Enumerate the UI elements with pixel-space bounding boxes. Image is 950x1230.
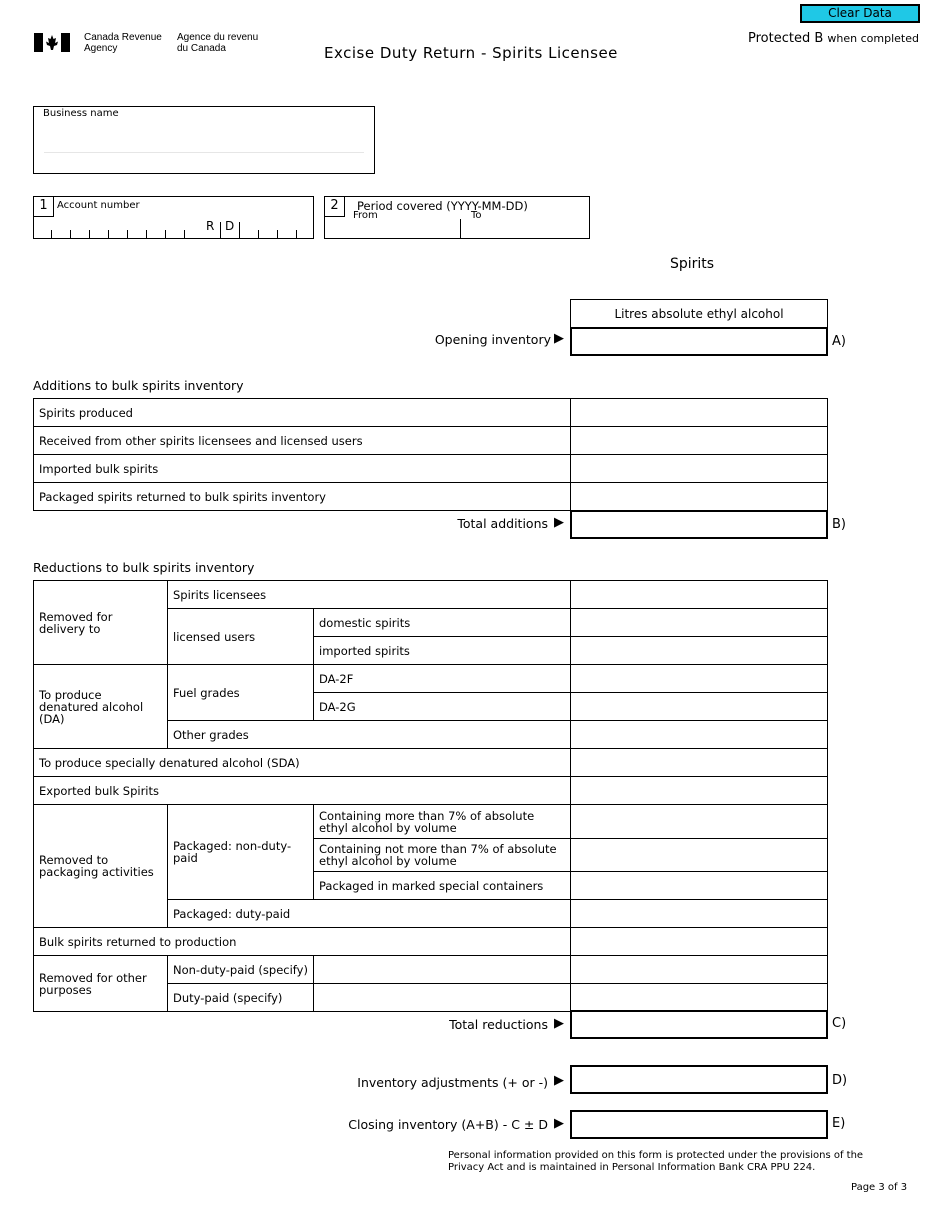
other-grades-label: Other grades [168,721,571,749]
additions-table [33,398,828,511]
agency-en-line2: Agency [84,43,118,54]
da2g-input[interactable] [571,693,828,721]
field-number-2: 2 [325,197,345,217]
account-number-label: Account number [57,200,140,211]
imported-spirits-label: imported spirits [314,637,571,665]
period-covered-box [324,196,590,239]
arrow-right-icon: ▶ [554,1016,564,1031]
arrow-right-icon: ▶ [554,515,564,530]
duty-paid-spec-input[interactable] [314,984,571,1012]
business-name-label: Business name [43,108,119,119]
protected-suffix: when completed [827,32,919,45]
protected-label [748,31,919,46]
total-additions-input[interactable] [570,510,828,539]
account-r: R [206,219,215,233]
period-from-label: From [353,210,378,221]
duty-paid-pkg-label: Packaged: duty-paid [168,900,571,928]
non-duty-paid-spec-input[interactable] [314,956,571,984]
clear-data-button[interactable]: Clear Data [800,4,920,23]
period-from-input[interactable] [325,219,461,238]
protected-b: Protected B [748,31,824,46]
marked-label: Packaged in marked special containers [314,872,571,900]
page-number: Page 3 of 3 [851,1182,908,1193]
more-7-label: Containing more than 7% of absolute ethyl alcohol by volume [314,805,571,839]
period-covered-label: Period covered (YYYY-MM-DD) [357,199,528,213]
removed-delivery-label: Removed for delivery to [34,581,168,665]
reductions-heading: Reductions to bulk spirits inventory [33,560,255,575]
imported-spirits-input[interactable] [571,637,828,665]
more-7-input[interactable] [571,805,828,839]
addition-returned-input[interactable] [571,483,828,511]
not-more-7-label: Containing not more than 7% of absolute ethyl alcohol by volume [314,839,571,872]
other-grades-input[interactable] [571,721,828,749]
agency-name-fr [177,32,258,54]
domestic-spirits-input[interactable] [571,609,828,637]
fuel-grades-label: Fuel grades [168,665,314,721]
duty-paid-amount-input[interactable] [571,984,828,1012]
da2f-input[interactable] [571,665,828,693]
field-number-1: 1 [34,197,54,217]
spirits-licensees-label: Spirits licensees [168,581,571,609]
arrow-right-icon: ▶ [554,331,564,346]
denatured-label: To produce denatured alcohol (DA) [34,665,168,749]
line-e-label: E) [832,1116,846,1131]
other-purposes-label: Removed for other purposes [34,956,168,1012]
total-additions-label: Total additions [457,516,548,531]
total-reductions-input[interactable] [570,1010,828,1039]
addition-received: Received from other spirits licensees and licensed users [34,427,571,455]
line-a-label: A) [832,334,846,349]
closing-inventory-label: Closing inventory (A+B) - C ± D [348,1117,548,1132]
line-d-label: D) [832,1073,848,1088]
returned-production-input[interactable] [571,928,828,956]
not-more-7-input[interactable] [571,839,828,872]
period-to-label: To [471,210,482,221]
arrow-right-icon: ▶ [554,1116,564,1131]
opening-inventory-input[interactable] [570,327,828,356]
line-c-label: C) [832,1016,847,1031]
account-number-box [33,196,314,239]
addition-imported-input[interactable] [571,455,828,483]
page-title: Excise Duty Return - Spirits Licensee [324,44,618,62]
line-b-label: B) [832,517,846,532]
marked-input[interactable] [571,872,828,900]
period-to-input[interactable] [461,219,589,238]
inventory-adjustments-input[interactable] [570,1065,828,1094]
duty-paid-spec-label: Duty-paid (specify) [168,984,314,1012]
inventory-adjustments-label: Inventory adjustments (+ or -) [357,1075,548,1090]
spirits-licensees-input[interactable] [571,581,828,609]
exported-input[interactable] [571,777,828,805]
duty-paid-pkg-input[interactable] [571,900,828,928]
business-name-input[interactable] [44,124,364,153]
non-duty-paid-spec-label: Non-duty-paid (specify) [168,956,314,984]
privacy-notice: Personal information provided on this form is protected under the provisions of the Privacy Act and is maintained in Personal Information Bank CRA PPU 224. [448,1150,864,1173]
reductions-table [33,580,828,1012]
opening-inventory-label: Opening inventory [434,332,551,347]
packaging-label: Removed to packaging activities [34,805,168,928]
exported-label: Exported bulk Spirits [34,777,571,805]
da2g-label: DA-2G [314,693,571,721]
closing-inventory-input[interactable] [570,1110,828,1139]
addition-imported: Imported bulk spirits [34,455,571,483]
account-number-input[interactable] [34,217,313,238]
business-name-box [33,106,375,174]
non-duty-paid-pkg-label: Packaged: non-duty-paid [168,805,314,900]
litres-column-header: Litres absolute ethyl alcohol [570,299,828,328]
canada-flag-logo [34,33,70,52]
account-d: D [225,219,235,233]
addition-received-input[interactable] [571,427,828,455]
returned-production-label: Bulk spirits returned to production [34,928,571,956]
spirits-heading: Spirits [670,256,715,272]
agency-name-en [84,32,162,54]
da2f-label: DA-2F [314,665,571,693]
agency-en-line1: Canada Revenue [84,32,162,43]
licensed-users-label: licensed users [168,609,314,665]
domestic-spirits-label: domestic spirits [314,609,571,637]
sda-label: To produce specially denatured alcohol (SDA) [34,749,571,777]
sda-input[interactable] [571,749,828,777]
arrow-right-icon: ▶ [554,1073,564,1088]
addition-returned: Packaged spirits returned to bulk spirits inventory [34,483,571,511]
agency-fr-line2: du Canada [177,43,226,54]
addition-spirits-produced: Spirits produced [34,399,571,427]
non-duty-paid-amount-input[interactable] [571,956,828,984]
agency-fr-line1: Agence du revenu [177,32,259,43]
addition-spirits-produced-input[interactable] [571,399,828,427]
additions-heading: Additions to bulk spirits inventory [33,378,244,393]
total-reductions-label: Total reductions [449,1017,548,1032]
